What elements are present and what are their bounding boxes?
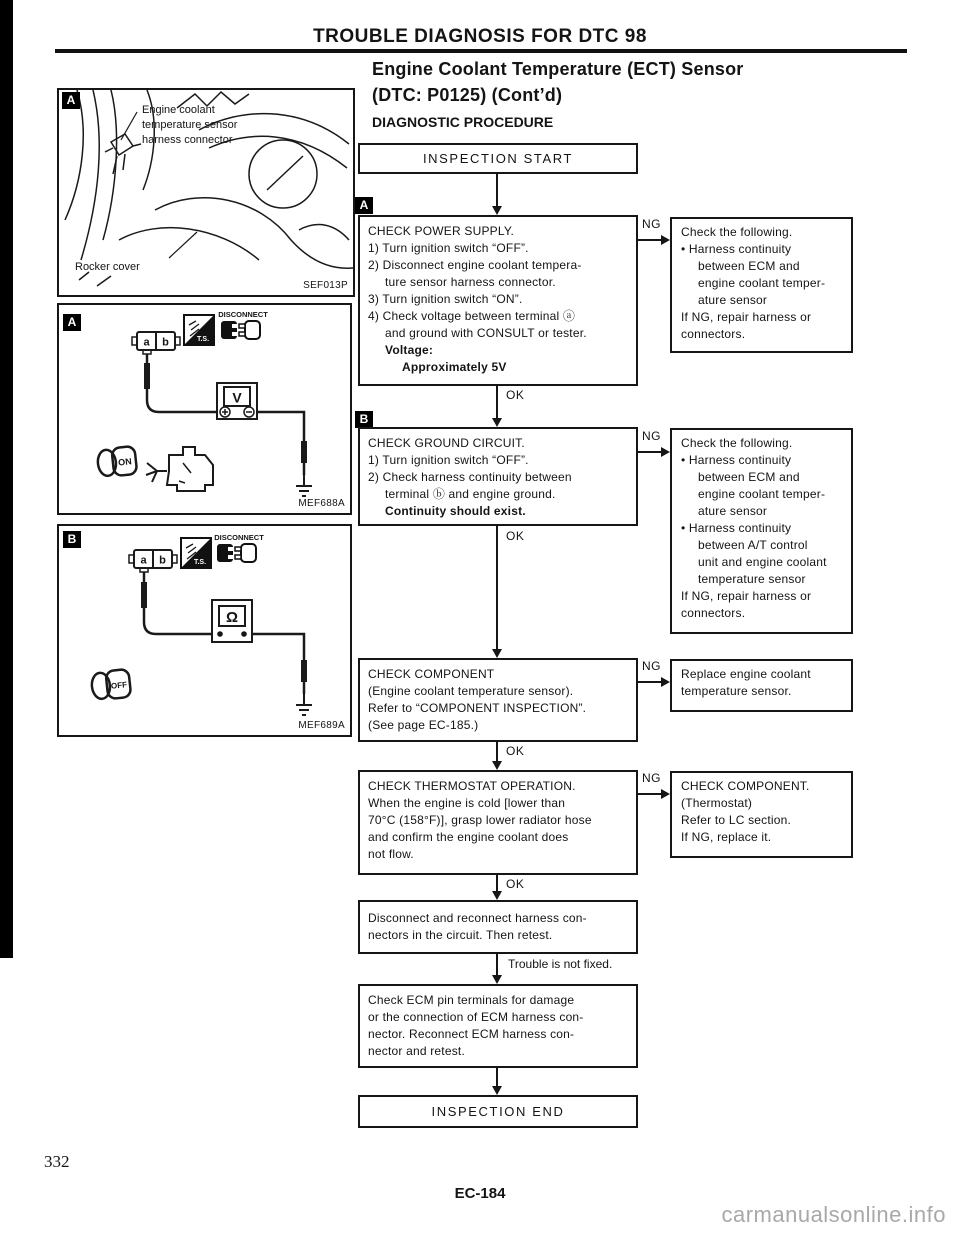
ng-line: connectors.: [681, 606, 746, 620]
disconnect-label: DISCONNECT: [214, 533, 264, 542]
ng-line: • Harness continuity: [681, 453, 792, 467]
key-off-label: OFF: [110, 680, 128, 691]
flow-step-reconnect-harness: [358, 900, 638, 954]
ground-icon: [296, 694, 312, 715]
terminal-b-label: b: [162, 336, 169, 349]
ng-line: Check the following.: [681, 436, 793, 450]
scan-edge-bar: [0, 0, 13, 958]
step-line: nector. Reconnect ECM harness con-: [368, 1027, 575, 1041]
flow-badge-a: A: [355, 197, 373, 214]
step-line: terminal ⓑ and engine ground.: [385, 487, 556, 501]
step-line: and confirm the engine coolant does: [368, 830, 569, 844]
ng-box-check-thermostat-component: [670, 771, 853, 858]
ect-sensor-ribs: [105, 144, 141, 174]
wire-probe-ground: [252, 634, 304, 694]
arrowhead-down: [492, 761, 502, 770]
meter-terminal-dot: [241, 631, 247, 637]
figure-code: MEF689A: [298, 720, 345, 731]
ts-label: T.S.: [193, 559, 207, 566]
key-on-label: ON: [117, 456, 133, 468]
ng-line: CHECK COMPONENT.: [681, 779, 810, 793]
ng-box-check-following-2: [670, 428, 853, 634]
rocker-cover-label: Rocker cover: [75, 261, 140, 273]
watermark-text: carmanualsonline.info: [721, 1202, 946, 1227]
ng-line: connectors.: [681, 327, 746, 341]
arrowhead-right: [661, 447, 670, 457]
figure-badge: B: [63, 531, 81, 548]
ect-label-line3: harness connector: [142, 134, 233, 146]
ignition-key-off-icon: [91, 669, 132, 701]
step-title: CHECK COMPONENT: [368, 667, 495, 681]
flow-badge-b: B: [355, 411, 373, 428]
terminal-a-label: a: [143, 336, 150, 349]
figure-a-voltmeter-circuit: [57, 303, 352, 515]
ng-box-check-following-1: [670, 217, 853, 353]
flow-start-box: [358, 143, 638, 174]
ng-line: If NG, repair harness or: [681, 589, 812, 603]
wire-probe-a: [144, 572, 212, 634]
step-line: 1) Turn ignition switch “OFF”.: [368, 241, 529, 255]
step-line: nectors in the circuit. Then retest.: [368, 928, 553, 942]
ng-line: Replace engine coolant: [681, 667, 811, 681]
voltmeter-v-label: V: [232, 389, 242, 406]
arrowhead-right: [661, 789, 670, 799]
book-page-number: 332: [44, 1152, 70, 1171]
ng-line: temperature sensor.: [681, 684, 792, 698]
flow-step-check-component: [358, 658, 638, 742]
arrowhead-down: [492, 649, 502, 658]
terminal-b-label: b: [159, 554, 166, 567]
engine-icon: [146, 447, 213, 491]
meter-terminal-dot: [217, 631, 223, 637]
figure-a-engine-photo: [57, 88, 355, 297]
ok-label-2: OK: [506, 529, 525, 543]
ok-label-3: OK: [506, 744, 525, 758]
figure-b-ohmmeter-circuit: [57, 524, 352, 737]
ground-icon: [296, 475, 312, 496]
ng-label-4: NG: [642, 771, 661, 785]
sketch-line: [81, 90, 99, 260]
rocker-leader-line: [169, 232, 197, 258]
arrowhead-down: [492, 206, 502, 215]
arrowhead-right: [661, 235, 670, 245]
arrowhead-down: [492, 891, 502, 900]
ect-label-line1: Engine coolant: [142, 104, 215, 116]
step-title: CHECK GROUND CIRCUIT.: [368, 436, 525, 450]
end-label: INSPECTION END: [431, 1104, 565, 1119]
step-line: 4) Check voltage between terminal ⓐ: [368, 309, 576, 323]
ok-label-4: OK: [506, 877, 525, 891]
harness-connector-icon: [129, 550, 177, 572]
step-line: Continuity should exist.: [385, 504, 526, 518]
arrowhead-right: [661, 677, 670, 687]
figure-code: SEF013P: [303, 280, 348, 291]
step-line: Refer to “COMPONENT INSPECTION”.: [368, 701, 587, 715]
step-line: (See page EC-185.): [368, 718, 479, 732]
sketch-line: [65, 90, 83, 220]
ng-line: engine coolant temper-: [698, 276, 826, 290]
ng-line: ature sensor: [698, 504, 768, 518]
ng-line: Check the following.: [681, 225, 793, 239]
ts-tool-icon: [181, 538, 211, 568]
ng-line: between ECM and: [698, 259, 800, 273]
ng-line: Refer to LC section.: [681, 813, 792, 827]
ng-label-3: NG: [642, 659, 661, 673]
ect-label-line2: temperature sensor: [142, 119, 238, 131]
step-line: Approximately 5V: [402, 360, 507, 374]
ignition-key-on-icon: [97, 446, 138, 478]
subsection-title: DIAGNOSTIC PROCEDURE: [372, 114, 554, 130]
wire-probe-a: [147, 354, 217, 412]
arrowhead-down: [492, 418, 502, 427]
disconnect-label: DISCONNECT: [218, 310, 268, 319]
ng-line: • Harness continuity: [681, 521, 792, 535]
step-line: and ground with CONSULT or tester.: [385, 326, 587, 340]
minus-terminal-icon: [244, 407, 254, 417]
step-line: When the engine is cold [lower than: [368, 796, 566, 810]
ng-label-2: NG: [642, 429, 661, 443]
ts-label: T.S.: [196, 336, 210, 343]
ng-line: • Harness continuity: [681, 242, 792, 256]
trouble-not-fixed-label: Trouble is not fixed.: [508, 957, 613, 971]
step-line: or the connection of ECM harness con-: [368, 1010, 584, 1024]
disconnect-icon: [218, 310, 268, 339]
step-line: Disconnect and reconnect harness con-: [368, 911, 587, 925]
flow-end-box: [358, 1095, 638, 1128]
ng-line: between A/T control: [698, 538, 808, 552]
figure-code: MEF688A: [298, 498, 345, 509]
terminal-a-label: a: [140, 554, 147, 567]
ng-label-1: NG: [642, 217, 661, 231]
voltmeter-circuit-art: [59, 305, 350, 513]
step-line: nector and retest.: [368, 1044, 465, 1058]
sketch-line: [119, 228, 259, 260]
step-line: (Engine coolant temperature sensor).: [368, 684, 574, 698]
page-header-title: TROUBLE DIAGNOSIS FOR DTC 98: [313, 26, 647, 47]
ng-line: temperature sensor: [698, 572, 806, 586]
disconnect-icon: [214, 533, 264, 562]
section-page-code: EC-184: [454, 1185, 506, 1202]
ng-box-replace-sensor: [670, 659, 853, 712]
label-leader-line: [121, 112, 137, 140]
step-title: CHECK THERMOSTAT OPERATION.: [368, 779, 576, 793]
step-title: CHECK POWER SUPPLY.: [368, 224, 515, 238]
rocker-cover-sketch: [155, 198, 353, 268]
section-title-line1: Engine Coolant Temperature (ECT) Sensor: [372, 59, 744, 79]
arrowhead-down: [492, 1086, 502, 1095]
oil-cap-slot: [267, 156, 303, 190]
ng-line: unit and engine coolant: [698, 555, 827, 569]
figure-badge: A: [63, 314, 81, 331]
section-title-line2: (DTC: P0125) (Cont’d): [372, 85, 563, 105]
step-line: 2) Disconnect engine coolant tempera-: [368, 258, 582, 272]
step-line: Voltage:: [385, 343, 434, 357]
flow-step-check-power-supply: [358, 215, 638, 386]
arrowhead-down: [492, 975, 502, 984]
ng-line: If NG, repair harness or: [681, 310, 812, 324]
ts-tool-icon: [184, 315, 214, 345]
flow-step-check-thermostat: [358, 770, 638, 875]
ohmmeter-omega-label: Ω: [225, 609, 239, 626]
step-line: 3) Turn ignition switch “ON”.: [368, 292, 523, 306]
step-line: 70°C (158°F)], grasp lower radiator hose: [368, 813, 592, 827]
ng-line: ature sensor: [698, 293, 768, 307]
ok-label-1: OK: [506, 388, 525, 402]
step-line: ture sensor harness connector.: [385, 275, 556, 289]
voltmeter-icon: [217, 383, 257, 419]
plus-terminal-icon: [220, 407, 230, 417]
header-rule: [55, 49, 907, 53]
ng-line: between ECM and: [698, 470, 800, 484]
flow-step-check-ground-circuit: [358, 427, 638, 526]
step-line: 2) Check harness continuity between: [368, 470, 572, 484]
ng-line: (Thermostat): [681, 796, 753, 810]
harness-connector-icon: [132, 332, 180, 354]
step-line: Check ECM pin terminals for damage: [368, 993, 575, 1007]
ng-line: If NG, replace it.: [681, 830, 772, 844]
start-label: INSPECTION START: [422, 151, 574, 166]
step-line: 1) Turn ignition switch “OFF”.: [368, 453, 529, 467]
figure-badge: A: [62, 92, 80, 109]
wire-probe-ground: [257, 412, 304, 475]
ohmmeter-circuit-art: [59, 526, 350, 735]
ohmmeter-icon: [212, 600, 252, 642]
step-line: not flow.: [368, 847, 414, 861]
ng-line: engine coolant temper-: [698, 487, 826, 501]
flow-step-check-ecm-pins: [358, 984, 638, 1068]
